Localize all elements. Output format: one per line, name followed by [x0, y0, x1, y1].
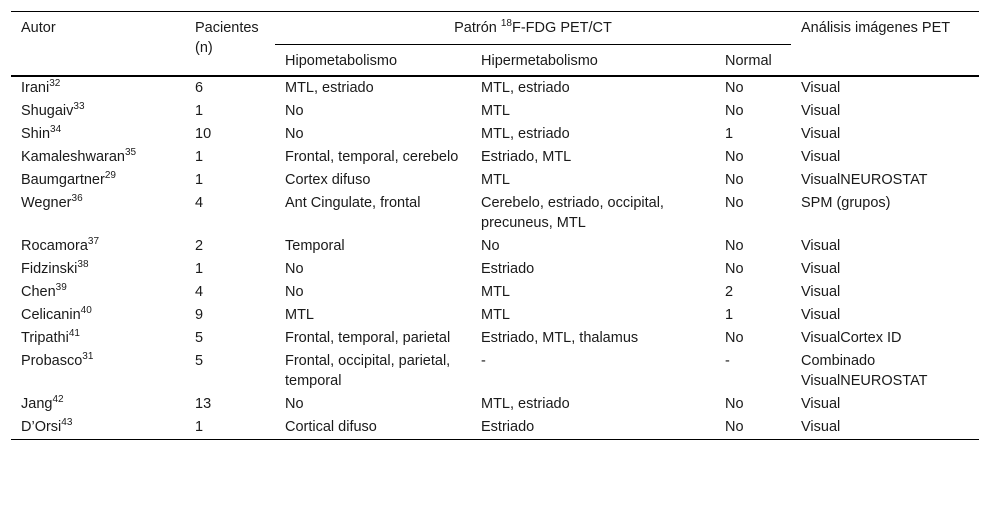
- reference-number: 36: [71, 193, 83, 205]
- header-autor: Autor: [21, 20, 56, 36]
- cell-hipometabolismo: No: [285, 261, 304, 277]
- reference-number: 42: [52, 394, 64, 406]
- cell-autor: [11, 258, 185, 281]
- table-row: [11, 393, 979, 416]
- author-name: Irani: [21, 80, 50, 96]
- header-patron-suffix: F-FDG PET/CT: [512, 20, 612, 36]
- cell-autor: [11, 327, 185, 350]
- cell-analisis: Visual: [801, 307, 841, 323]
- cell-hipermetabolismo: Cerebelo, estriado, occipital, precuneus, MTL: [481, 195, 664, 231]
- cell-pacientes: 13: [195, 396, 212, 412]
- cell-hipermetabolismo: -: [481, 353, 486, 369]
- cell-autor: [11, 146, 185, 169]
- table-row: [11, 192, 979, 235]
- table-row: [11, 258, 979, 281]
- header-hipermetabolismo: Hipermetabolismo: [481, 53, 598, 69]
- header-patron-sup: 18: [500, 18, 512, 30]
- table-row: [11, 350, 979, 393]
- cell-hipometabolismo: Cortex difuso: [285, 172, 371, 188]
- author-name: Shugaiv: [21, 103, 74, 119]
- cell-hipometabolismo: Temporal: [285, 238, 345, 254]
- table-row: [11, 416, 979, 440]
- reference-number: 34: [50, 124, 62, 136]
- reference-number: 37: [87, 236, 100, 248]
- author-name: Tripathi: [21, 330, 69, 346]
- cell-autor: [11, 123, 185, 146]
- reference-number: 38: [77, 259, 89, 271]
- cell-normal: No: [725, 330, 744, 346]
- cell-analisis: VisualNEUROSTAT: [801, 172, 928, 188]
- table-body: [11, 76, 979, 440]
- cell-normal: No: [725, 238, 744, 254]
- cell-normal: No: [725, 195, 744, 211]
- cell-autor: [11, 350, 185, 393]
- cell-autor: [11, 304, 185, 327]
- cell-analisis: Visual: [801, 284, 841, 300]
- table-row: [11, 304, 979, 327]
- cell-hipermetabolismo: Estriado, MTL, thalamus: [481, 330, 639, 346]
- cell-hipometabolismo: Frontal, temporal, parietal: [285, 330, 451, 346]
- cell-hipermetabolismo: Estriado: [481, 419, 535, 435]
- table-row: [11, 169, 979, 192]
- reference-number: 39: [55, 282, 67, 294]
- cell-hipermetabolismo: Estriado, MTL: [481, 149, 572, 165]
- table-row: [11, 146, 979, 169]
- cell-hipometabolismo: Cortical difuso: [285, 419, 377, 435]
- cell-hipermetabolismo: MTL: [481, 307, 510, 323]
- cell-analisis: Visual: [801, 126, 841, 142]
- cell-normal: No: [725, 419, 744, 435]
- cell-hipometabolismo: Frontal, temporal, cerebelo: [285, 149, 459, 165]
- author-name: Shin: [21, 126, 51, 142]
- cell-normal: 2: [725, 284, 734, 300]
- cell-pacientes: 1: [195, 103, 204, 119]
- cell-hipermetabolismo: Estriado: [481, 261, 535, 277]
- cell-pacientes: 1: [195, 419, 204, 435]
- cell-hipermetabolismo: MTL: [481, 172, 510, 188]
- table-header: [11, 12, 979, 77]
- cell-analisis: Visual: [801, 396, 841, 412]
- table-row: [11, 100, 979, 123]
- cell-hipometabolismo: MTL: [285, 307, 314, 323]
- cell-pacientes: 9: [195, 307, 204, 323]
- table-row: [11, 76, 979, 100]
- table-row: [11, 235, 979, 258]
- cell-analisis: Visual: [801, 419, 841, 435]
- table-row: [11, 281, 979, 304]
- cell-normal: No: [725, 149, 744, 165]
- reference-number: 35: [124, 147, 137, 159]
- cell-hipermetabolismo: MTL: [481, 284, 510, 300]
- header-hipometabolismo: Hipometabolismo: [285, 53, 398, 69]
- header-pacientes: Pacientes (n): [195, 20, 259, 56]
- cell-pacientes: 5: [195, 353, 204, 369]
- cell-hipometabolismo: MTL, estriado: [285, 80, 374, 96]
- cell-analisis: Visual: [801, 238, 841, 254]
- cell-hipermetabolismo: MTL, estriado: [481, 126, 570, 142]
- author-name: Kamaleshwaran: [21, 149, 125, 165]
- cell-pacientes: 1: [195, 261, 204, 277]
- cell-analisis: Visual: [801, 261, 841, 277]
- cell-normal: 1: [725, 126, 734, 142]
- table-row: [11, 123, 979, 146]
- author-name: Wegner: [21, 195, 72, 211]
- header-normal: Normal: [725, 53, 772, 69]
- header-patron: [275, 12, 791, 45]
- cell-pacientes: 4: [195, 284, 204, 300]
- cell-normal: No: [725, 103, 744, 119]
- cell-normal: No: [725, 396, 744, 412]
- reference-number: 41: [68, 328, 80, 340]
- cell-hipometabolismo: Frontal, occipital, parietal, temporal: [285, 353, 451, 389]
- author-name: Fidzinski: [21, 261, 78, 277]
- reference-number: 32: [49, 78, 61, 90]
- cell-pacientes: 1: [195, 172, 204, 188]
- cell-normal: -: [725, 353, 730, 369]
- cell-pacientes: 6: [195, 80, 204, 96]
- cell-hipermetabolismo: No: [481, 238, 500, 254]
- cell-hipometabolismo: No: [285, 396, 304, 412]
- cell-pacientes: 2: [195, 238, 204, 254]
- cell-analisis: VisualCortex ID: [801, 330, 902, 346]
- cell-hipometabolismo: No: [285, 126, 304, 142]
- pet-table: [11, 11, 979, 440]
- cell-analisis: Visual: [801, 103, 841, 119]
- cell-hipometabolismo: Ant Cingulate, frontal: [285, 195, 421, 211]
- cell-autor: [11, 100, 185, 123]
- author-name: Probasco: [21, 353, 83, 369]
- author-name: Baumgartner: [21, 172, 105, 188]
- cell-autor: [11, 76, 185, 100]
- cell-pacientes: 5: [195, 330, 204, 346]
- reference-number: 40: [80, 305, 92, 317]
- author-name: Jang: [21, 396, 53, 412]
- cell-autor: [11, 235, 185, 258]
- author-name: Celicanin: [21, 307, 81, 323]
- cell-pacientes: 4: [195, 195, 204, 211]
- reference-number: 31: [82, 351, 94, 363]
- cell-hipometabolismo: No: [285, 284, 304, 300]
- cell-hipometabolismo: No: [285, 103, 304, 119]
- author-name: D’Orsi: [21, 419, 62, 435]
- header-analisis: Análisis imágenes PET: [801, 20, 951, 36]
- cell-hipermetabolismo: MTL, estriado: [481, 396, 570, 412]
- cell-normal: No: [725, 172, 744, 188]
- cell-normal: 1: [725, 307, 734, 323]
- cell-autor: [11, 281, 185, 304]
- cell-analisis: Combinado VisualNEUROSTAT: [801, 353, 928, 389]
- cell-analisis: SPM (grupos): [801, 195, 891, 211]
- cell-normal: No: [725, 261, 744, 277]
- cell-autor: [11, 416, 185, 440]
- header-patron-prefix: Patrón: [454, 20, 501, 36]
- author-name: Rocamora: [21, 238, 88, 254]
- cell-analisis: Visual: [801, 149, 841, 165]
- reference-number: 43: [61, 417, 73, 429]
- reference-number: 29: [104, 170, 116, 182]
- cell-hipermetabolismo: MTL, estriado: [481, 80, 570, 96]
- reference-number: 33: [73, 101, 85, 113]
- cell-analisis: Visual: [801, 80, 841, 96]
- author-name: Chen: [21, 284, 56, 300]
- cell-hipermetabolismo: MTL: [481, 103, 510, 119]
- cell-pacientes: 10: [195, 126, 212, 142]
- cell-autor: [11, 169, 185, 192]
- table-row: [11, 327, 979, 350]
- cell-normal: No: [725, 80, 744, 96]
- cell-autor: [11, 393, 185, 416]
- cell-pacientes: 1: [195, 149, 204, 165]
- cell-autor: [11, 192, 185, 235]
